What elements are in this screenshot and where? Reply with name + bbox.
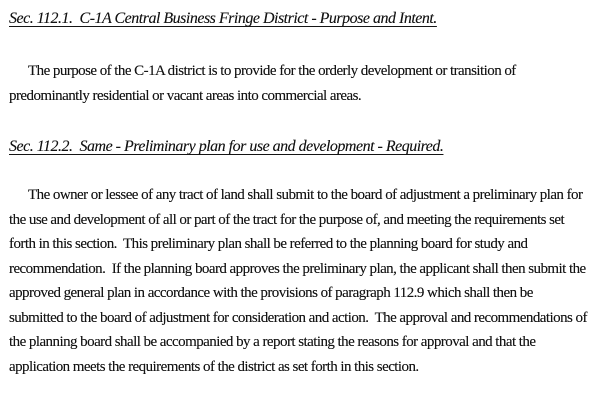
section-112-2-paragraph: The owner or lessee of any tract of land shall submit to the board of adjustment a preliminary plan for the use and development of all or part of the tract for the purpose of, and meeting the requirements set forth in this section. This preliminary plan shall be referred to the planning board for study and recommendation. If the planning board approves the preliminary plan, the applicant shall then submit the approved general plan in accordance with the provisions of paragraph 112.9 which shall then be submitted to the board of adjustment for consideration and action. The approval and recommendations of the planning board shall be accompanied by a report stating the reasons for approval and that the application meets the requirements of the district as set forth in this section.	[9, 187, 587, 375]
section-112-2-heading: Sec. 112.2. Same - Preliminary plan for use and development - Required.	[9, 138, 444, 155]
section-112-1-paragraph: The purpose of the C-1A district is to provide for the orderly development or transition of predominantly residential or vacant areas into commercial areas.	[9, 63, 516, 104]
section-112-1-heading: Sec. 112.1. C-1A Central Business Fringe District - Purpose and Intent.	[9, 10, 437, 27]
